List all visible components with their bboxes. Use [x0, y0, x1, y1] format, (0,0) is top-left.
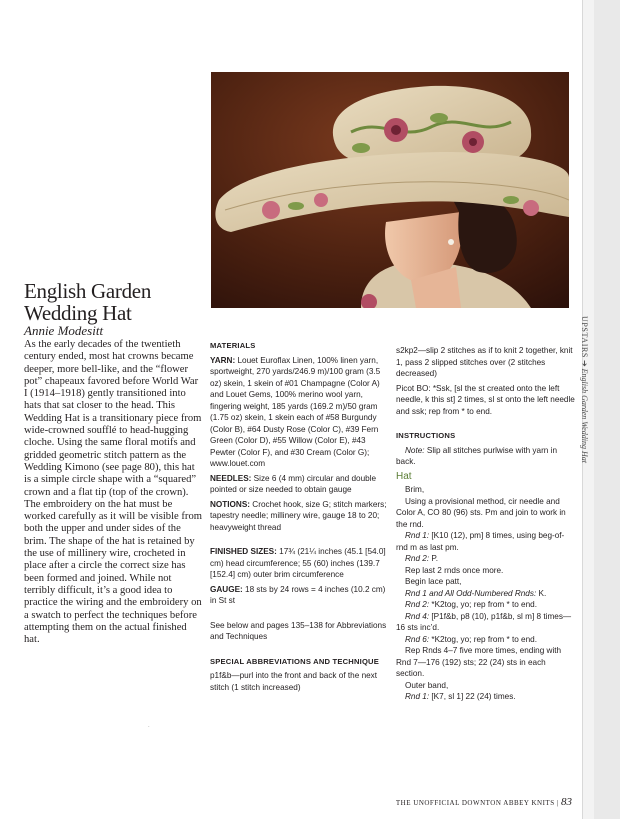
rnd-1-label: Rnd 1: [405, 531, 430, 540]
lace-rnd-2-label: Rnd 2: [405, 600, 430, 609]
rnd-2-label: Rnd 2: [405, 554, 430, 563]
materials-heading: MATERIALS [210, 341, 256, 350]
outer-band-heading: Outer band, [405, 680, 449, 690]
begin-lace-heading: Begin lace patt, [405, 577, 462, 586]
book-title: THE UNOFFICIAL DOWNTON ABBEY KNITS [395, 799, 555, 807]
lace-rnd-2-step [396, 599, 576, 611]
pattern-title [24, 280, 204, 324]
rnd-2-text: P. [429, 554, 439, 563]
outer-band-rnd-1-step [396, 691, 576, 703]
rnd-odd-label: Rnd 1 and All Odd-Numbered Rnds: [405, 588, 537, 598]
instructions-heading: INSTRUCTIONS [396, 431, 456, 440]
running-head [580, 316, 603, 506]
lace-rnd-4-text: [P1f&b, p8 (10), p1f&b, sl m] 8 times—16 sts inc’d. [396, 611, 572, 632]
special-abbrev-heading: SPECIAL ABBREVIATIONS AND TECHNIQUE [210, 656, 380, 666]
brim-heading: Brim, [405, 485, 425, 494]
lace-rnd-4-step [396, 611, 576, 634]
finished-sizes-label: FINISHED SIZES: [210, 547, 277, 556]
running-head-arrow-icon: ➔ [580, 359, 589, 367]
lace-rnd-6-step [396, 634, 576, 646]
intro-paragraph: As the early decades of the twentieth century ended, most hat crowns became deeper, more bell-like, and the “flower pot” chapeaux favored before World War I (1914–1918) gently transitioned into hats that sat closer to the head. This Wedding Hat is a transitionary piece from wide-crowned soufflé to head-hugging cloche. Using the same floral motifs and gridded geometric stitch pattern as the Wedding Kimono (see page 80), this hat is a simple circle shape with a “squared” crown and a flat tip (top of the crown). The embroidery on the hat must be worked carefully as it will be visible from both the upper and under sides of the brim. The shape of the hat is retained by the use of millinery wire, crocheted in place after a circle the correct size has been formed and joined. While not terribly difficult, it’s a good idea to practice the wiring and the embroidery on a swatch to perfect the techniques before attempting them on the actual finished hat. [24, 339, 202, 646]
outer-band-rnd-1-text: [K7, sl 1] 22 (24) times. [429, 692, 516, 701]
gauge-label: GAUGE: [210, 584, 243, 594]
notions-spec [210, 499, 388, 534]
rnd-odd-text: K. [536, 588, 547, 598]
gauge-spec [210, 584, 388, 607]
needles-text: Size 6 (4 mm) circular and double pointed or size needed to obtain gauge [210, 473, 377, 494]
lace-rnd-6-label: Rnd 6: [405, 634, 430, 644]
lace-rnd-6-text: *K2tog, yo; rep from * to end. [429, 634, 537, 644]
repeat-rnds-step: Rep Rnds 4–7 five more times, ending with Rnd 7—176 (192) sts; 22 (24) sts in each section. [396, 646, 562, 678]
hat-subheading: Hat [396, 470, 412, 482]
yarn-spec [210, 355, 388, 470]
running-head-title: English Garden Wedding Hat [580, 368, 589, 463]
running-head-section: UPSTAIRS [580, 316, 589, 358]
lace-rnd-2-text: *K2tog, yo; rep from * to end. [429, 600, 537, 609]
yarn-label: YARN: [210, 355, 236, 365]
yarn-text: Louet Euroflax Linen, 100% linen yarn, sportweight, 270 yards/246.9 m)/100 gram (3.5 oz) skein, 1 skein of #01 Champagne (Color A) and Louet Gems, 100% merino wool yarn, fingering weight, 185 yards (169.2 m)/50 gram (1.75 oz) skein, 1 skein each of #58 Burgundy (Color B), #64 Dusty Rose (Color C), #39 Fern Green (Color D), #55 Willow (Color E), #43 Pewter (Color F), and #30 Cream (Color G); www.louet.com [210, 355, 381, 468]
see-below-note: See below and pages 135–138 for Abbreviations and Techniques [210, 620, 387, 641]
notions-text: Crochet hook, size G; stitch markers; tapestry needle; millinery wire, gauge 18 to 20; heavyweight thread [210, 499, 387, 532]
instructions-column [396, 345, 576, 703]
provisional-cast-on: Using a provisional method, cir needle and Color A, CO 80 (96) sts. Pm and join to work in the rnd. [396, 496, 566, 529]
hat-photo [211, 72, 569, 308]
note-text: Slip all stitches purlwise with yarn in back. [396, 445, 557, 466]
lace-rnd-4-label: Rnd 4: [405, 611, 430, 621]
abbrev-p1f8b: p1f&b—purl into the front and back of the next stitch (1 stitch increased) [210, 671, 378, 692]
finished-sizes-text: 17¾ (21¼ inches (45.1 [54.0] cm) head circumference; 55 (60) inches (139.7 [152.4] cm) outer brim circumference [210, 547, 386, 579]
outer-band-rnd-1-label: Rnd 1: [405, 692, 430, 701]
materials-column [210, 340, 388, 696]
gauge-text: 18 sts by 24 rows = 4 inches (10.2 cm) in St st [210, 584, 386, 605]
title-line-2: Wedding Hat [24, 301, 132, 325]
needles-spec [210, 473, 388, 496]
footer-separator: | [556, 799, 559, 807]
abbrev-picot-bo: Picot BO: *Ssk, [sl the st created onto the left needle, k this st] 2 times, sl st onto the left needle and ssk; rep from * to end. [396, 383, 575, 416]
rnd-1-step [396, 530, 576, 553]
page-footer [340, 796, 572, 808]
needles-label: NEEDLES: [210, 473, 252, 483]
rnd-1-text: [K10 (12), pm] 8 times, using beg-of-rnd m as last pm. [396, 531, 565, 552]
repeat-last-step: Rep last 2 rnds once more. [405, 565, 504, 575]
rnd-2-step [396, 553, 576, 565]
running-head-text [580, 316, 589, 463]
instructions-note [396, 445, 576, 468]
abbrev-s2kp2: s2kp2—slip 2 stitches as if to knit 2 together, knit 1, pass 2 slipped stitches over (2 stitches decreased) [396, 346, 573, 378]
rnd-odd-step [396, 588, 576, 600]
notions-label: NOTIONS: [210, 499, 251, 509]
author-name: Annie Modesitt [24, 323, 104, 338]
stray-mark: . [148, 723, 150, 729]
page-number: 83 [561, 796, 572, 808]
finished-sizes-spec [210, 546, 388, 581]
title-line-1: English Garden [24, 279, 152, 303]
note-label: Note: [405, 445, 425, 455]
